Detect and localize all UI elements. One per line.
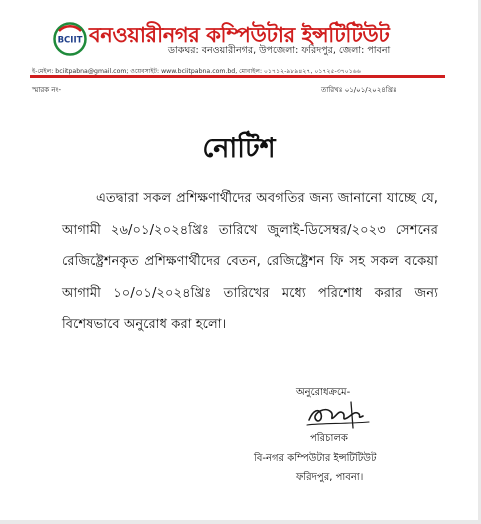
contact-line: ই-মেইল: bciitpabna@gmail.com; ওয়েবসাইট: www.bciitpabna.com.bd, মোবাইল: ০১৭১২-৯৮৯৪২৭, ০১৭২৫-৩৭০১৬৬ (32, 68, 361, 75)
closing-phrase: অনুরোধক্রমে- (296, 387, 351, 398)
signatory-location: ফরিদপুর, পাবনা। (296, 472, 364, 483)
institute-address: ডাকঘর: বনওয়ারীনগর, উপজেলা: ফরিদপুর, জেলা: পাবনা (168, 45, 391, 56)
institute-name: বনওয়ারীনগর কম্পিউটার ইন্সটিটিউট (89, 23, 390, 47)
signatory-organization: বি-নগর কম্পিউটার ইন্সটিটিউট (254, 453, 377, 464)
memo-number: স্মারক নং- (32, 86, 62, 94)
logo-text: BCIIT (57, 35, 83, 46)
notice-date: তারিখঃ ০১/০১/২০২৪খ্রিঃ (321, 86, 397, 94)
signature-image (303, 398, 373, 432)
header-divider (30, 75, 445, 78)
signatory-title: পরিচালক (310, 433, 348, 444)
institute-logo (53, 22, 87, 56)
notice-title: নোটিশ (202, 133, 276, 164)
notice-body: এতদ্বারা সকল প্রশিক্ষণার্থীদের অবগতির জন্য জানানো যাচ্ছে যে, আগামী ২৬/০১/২০২৪খ্রিঃ তারিখে জুলাই-ডিসেম্বর/২০২৩ সেশনের রেজিষ্ট্রেশনকৃত প্রশিক্ষণার্থীদের বেতন, রেজিষ্ট্রেশন ফি সহ সকল বকেয়া আগামী ১০/০১/২০২৪খ্রিঃ তারিখের মধ্যে পরিশোধ করার জন্য বিশেষভাবে অনুরোধ করা হলো। (62, 191, 438, 332)
